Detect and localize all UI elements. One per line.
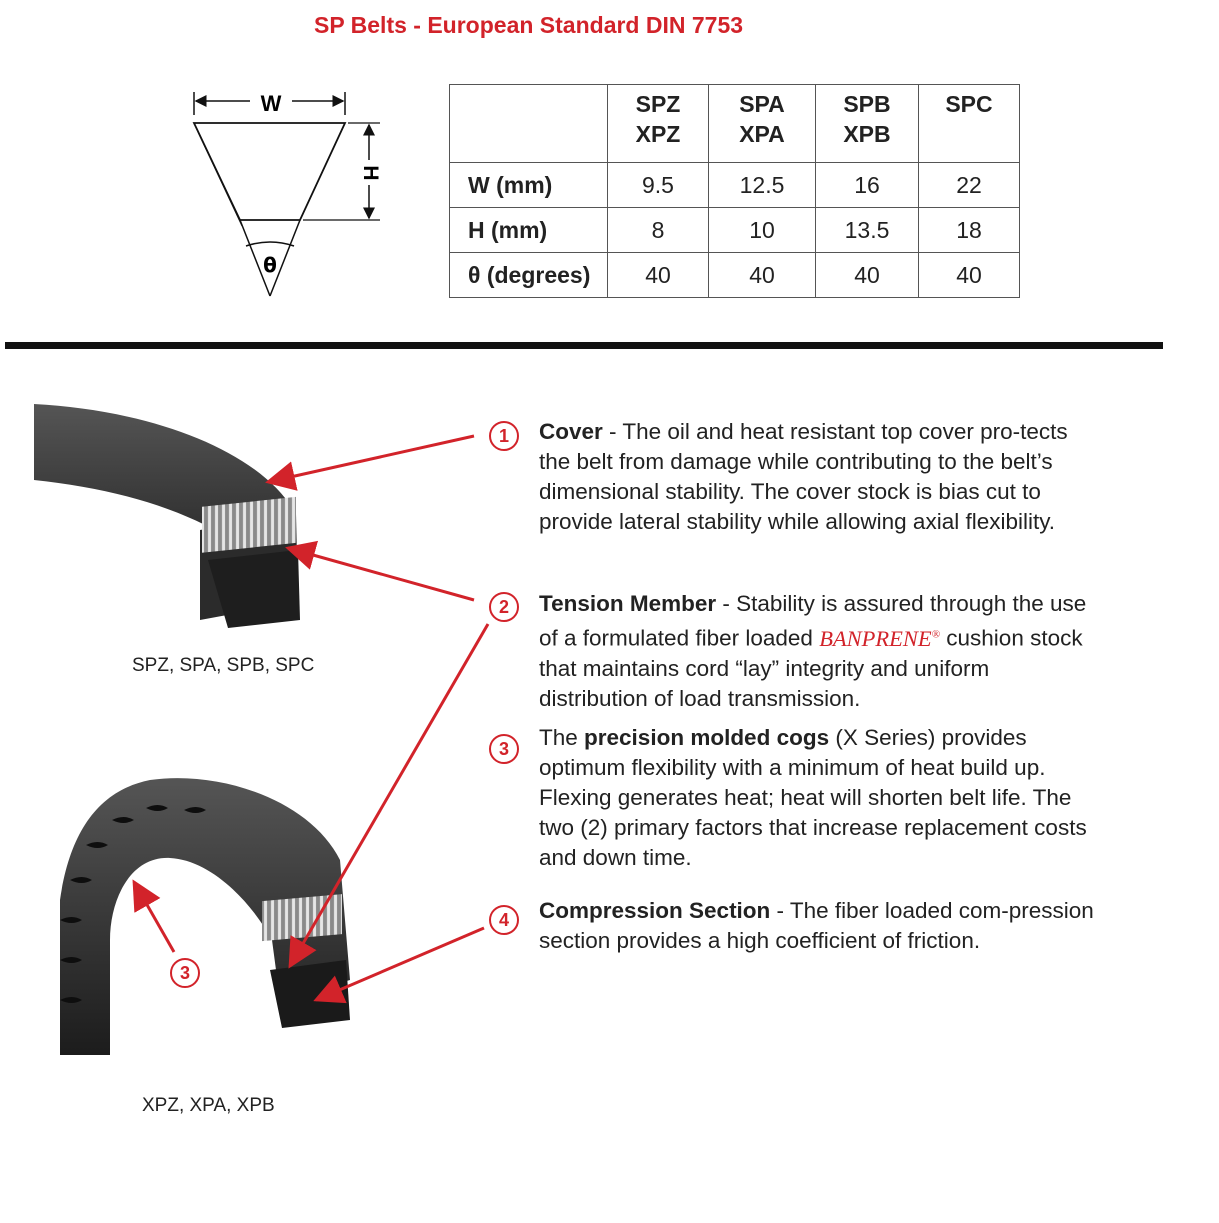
table-cell: 9.5 [608, 163, 709, 208]
theta-label: θ [263, 253, 277, 277]
feature-tension-term: Tension Member [539, 591, 717, 616]
feature-compression-term: Compression Section [539, 898, 771, 923]
table-row [450, 163, 1020, 208]
table-cell: 16 [816, 163, 919, 208]
table-cell: 13.5 [816, 208, 919, 253]
feature-tension-member [539, 589, 1099, 714]
table-row [450, 208, 1020, 253]
feature-tension-text-a: - Stability is assured through the use of a formulated fiber loaded [539, 591, 1087, 651]
table-cell: 12.5 [709, 163, 816, 208]
table-cell: 40 [709, 253, 816, 298]
table-row [450, 253, 1020, 298]
wrapped-belt-image [34, 404, 300, 628]
table-cell: 22 [919, 163, 1020, 208]
callout-number-3-image: 3 [170, 958, 200, 988]
dimension-table [449, 84, 1020, 298]
caption-xp-belts: XPZ, XPA, XPB [142, 1095, 275, 1116]
feature-cover [539, 417, 1099, 537]
brand-name-banprene: BANPRENE® [819, 625, 941, 651]
feature-tension-text-b: cushion stock that maintains cord “lay” integrity and uniform distribution of load transmission. [539, 625, 1083, 711]
table-header-spc: SPC [919, 85, 1020, 163]
caption-sp-belts: SPZ, SPA, SPB, SPC [132, 655, 315, 676]
feature-cogs-lead: The [539, 725, 585, 750]
row-label: θ (degrees) [450, 253, 608, 298]
callout-number-4: 4 [489, 905, 519, 935]
table-cell: 8 [608, 208, 709, 253]
table-header-row [450, 85, 1020, 163]
page-title: SP Belts - European Standard DIN 7753 [314, 12, 744, 38]
table-cell: 40 [608, 253, 709, 298]
cogged-belt-image [60, 778, 350, 1055]
table-cell: 40 [816, 253, 919, 298]
table-cell: 18 [919, 208, 1020, 253]
feature-compression-text: - The fiber loaded com-pression section provides a high coefficient of friction. [539, 898, 1094, 953]
belt-illustrations [0, 380, 540, 1080]
table-header-empty [450, 85, 608, 163]
w-dimension-label: W [260, 91, 282, 116]
table-header-spb: SPB XPB [816, 85, 919, 163]
h-dimension-label: H [359, 165, 382, 181]
feature-compression [539, 896, 1099, 956]
feature-cogs [539, 723, 1099, 873]
feature-cogs-text: (X Series) provides optimum flexibility with a minimum of heat build up. Flexing generates heat; heat will shorten belt life. The two (2) primary factors that increase replacement costs and down time. [539, 725, 1087, 870]
row-label: H (mm) [450, 208, 608, 253]
feature-cogs-term: precision molded cogs [584, 725, 830, 750]
table-header-spz: SPZ XPZ [608, 85, 709, 163]
row-label: W (mm) [450, 163, 608, 208]
feature-cover-text: - The oil and heat resistant top cover pro-tects the belt from damage while contributing to the belt’s dimensional stability. The cover stock is bias cut to provide lateral stability while allowing axial flexibility. [539, 419, 1068, 534]
belt-cross-section-diagram [180, 80, 400, 310]
table-cell: 40 [919, 253, 1020, 298]
callout-number-1: 1 [489, 421, 519, 451]
table-header-spa: SPA XPA [709, 85, 816, 163]
section-divider [5, 342, 1163, 349]
feature-cover-term: Cover [539, 419, 603, 444]
callout-number-3: 3 [489, 734, 519, 764]
callout-number-2: 2 [489, 592, 519, 622]
table-cell: 10 [709, 208, 816, 253]
